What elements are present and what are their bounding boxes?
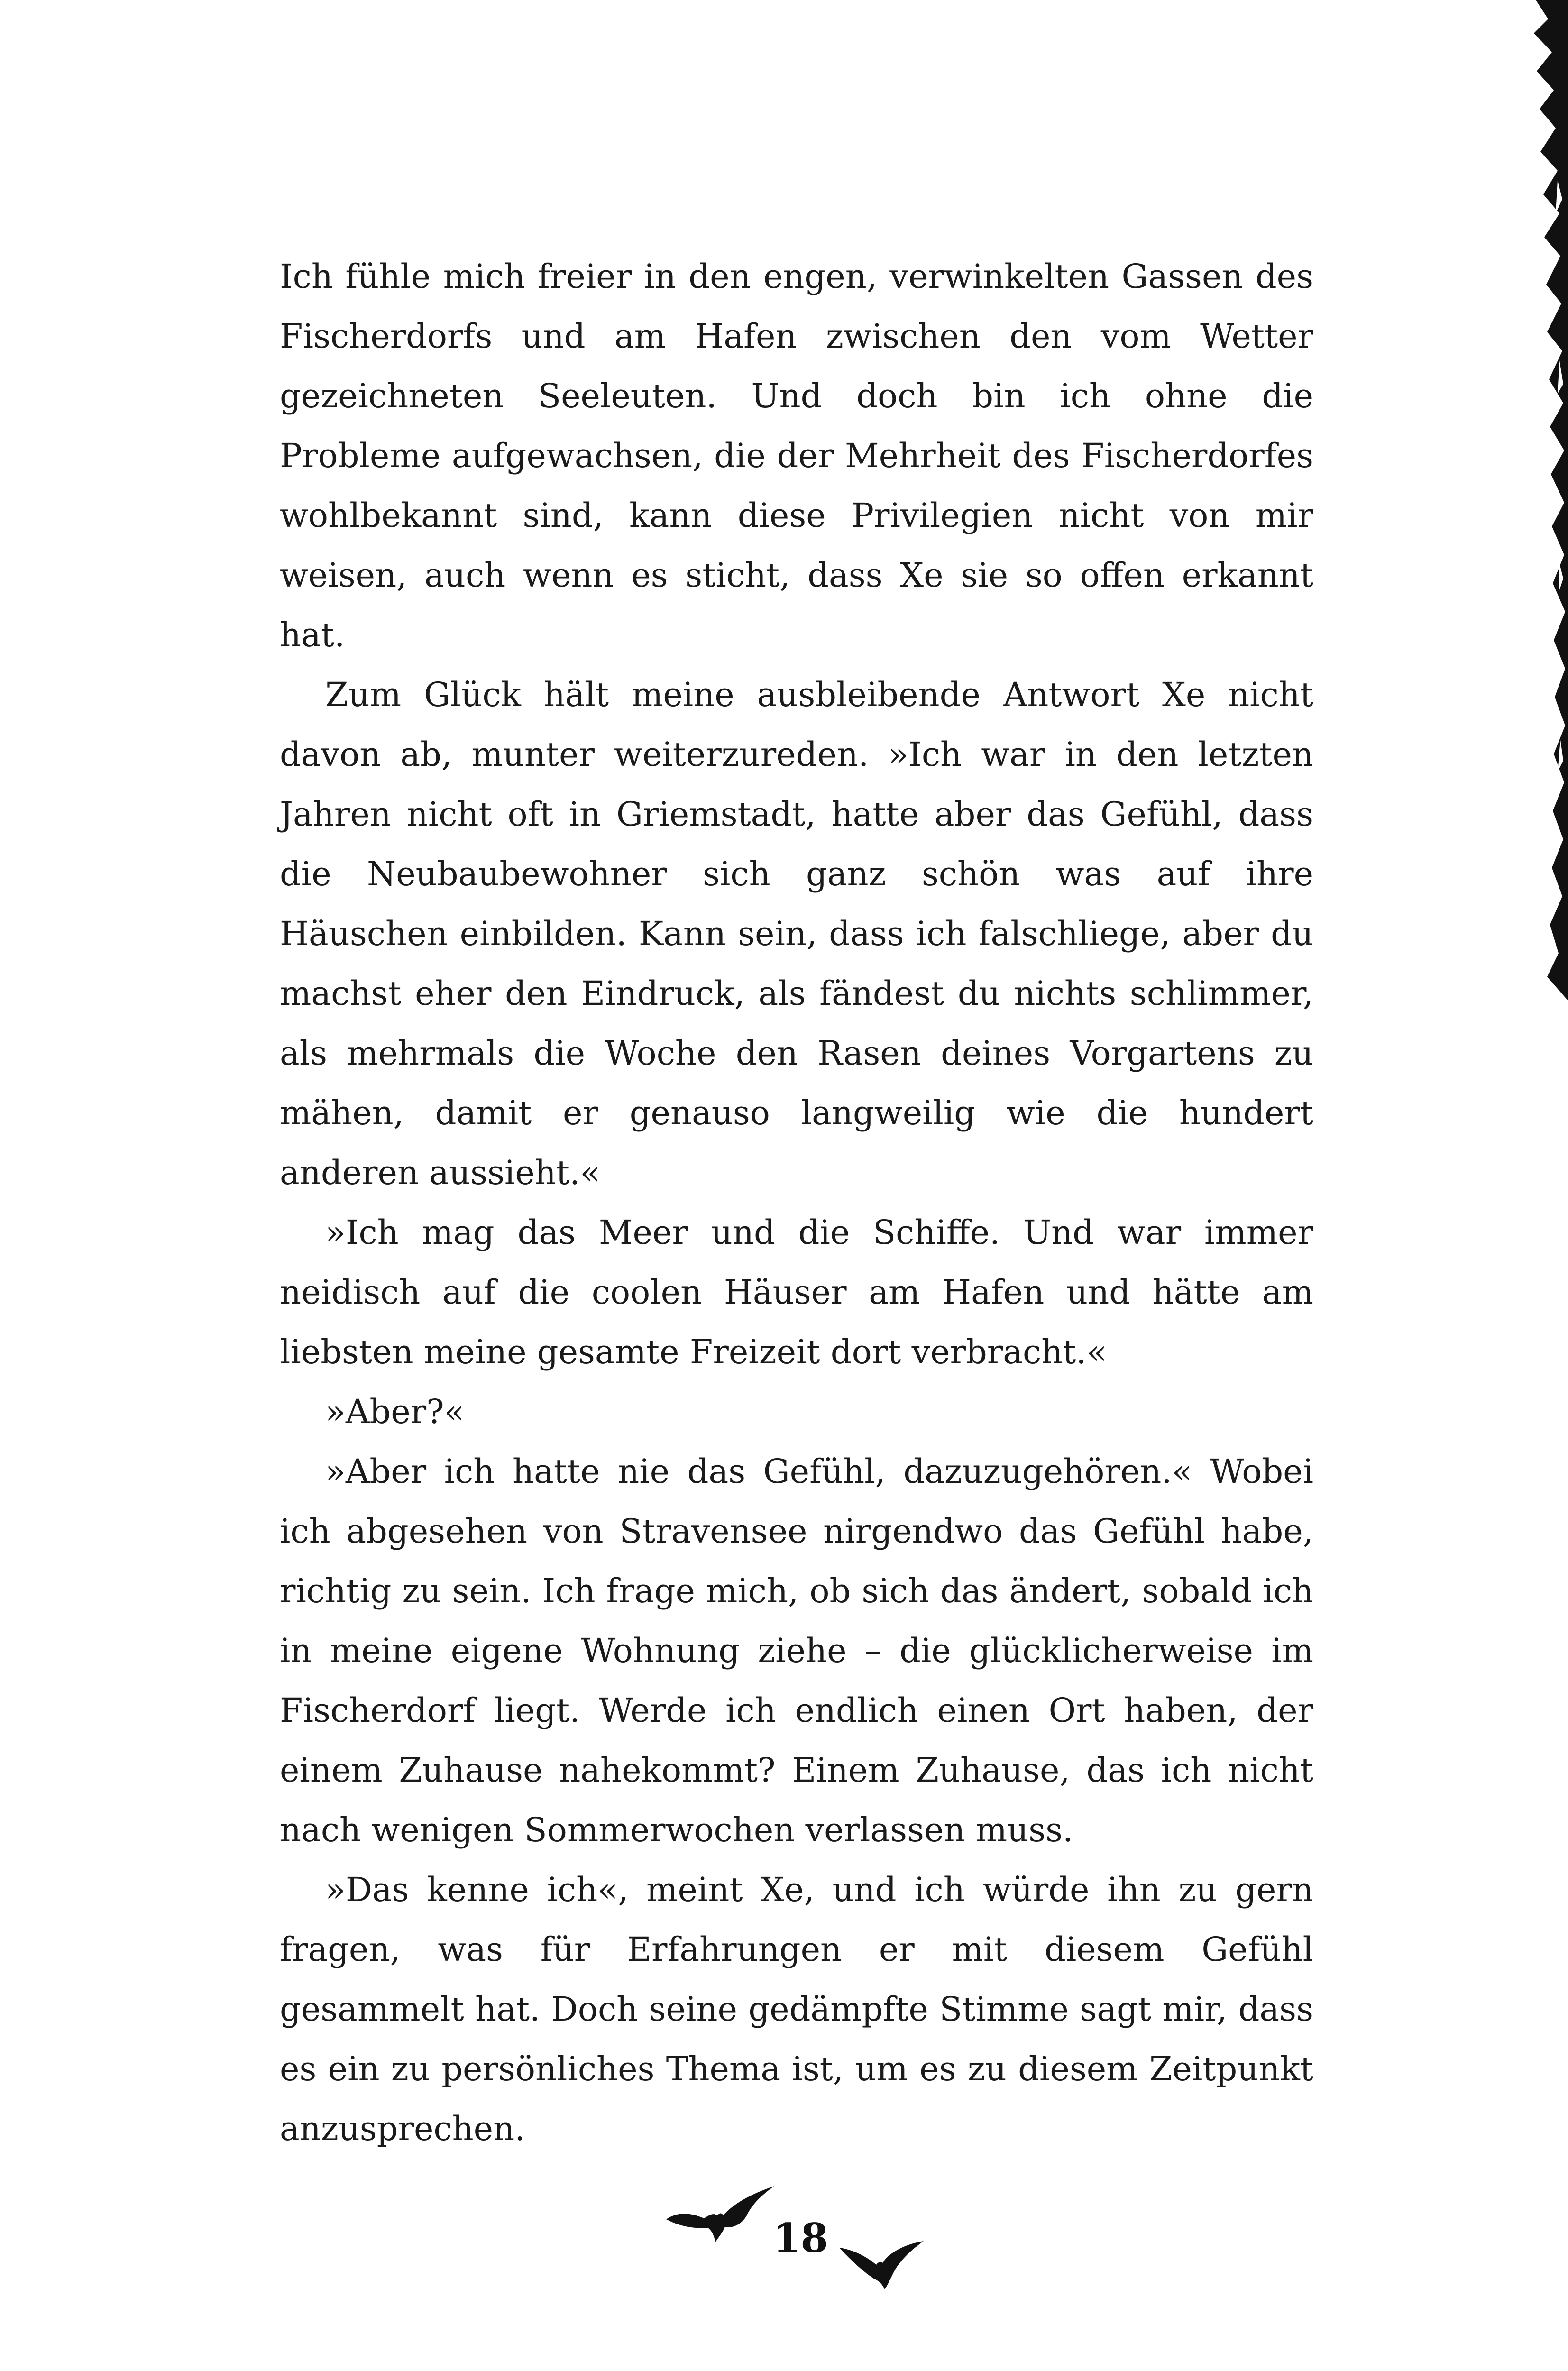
paragraph: Zum Glück hält meine ausbleibende Antwort Xe nicht davon ab, munter weiterzureden. »Ich war in den letzten Jahren nicht oft in Griemstadt, hatte aber das Gefühl, dass die Neubaubewohner sich ganz schön was auf ihre Häuschen einbilden. Kann sein, dass ich falschliege, aber du machst eher den Eindruck, als fändest du nichts schlimmer, als mehrmals die Woche den Rasen deines Vorgartens zu mähen, damit er genauso langweilig wie die hundert anderen aussieht.« [280,675,1313,1192]
paragraph: »Das kenne ich«, meint Xe, und ich würde ihn zu gern fragen, was für Erfahrungen er mit diesem Gefühl gesammelt hat. Doch seine gedämpfte Stimme sagt mir, dass es ein zu persönliches Thema ist, um es zu diesem Zeitpunkt anzusprechen. [280,1870,1313,2148]
paragraph: »Aber?« [325,1392,465,1431]
body-text [280,247,1313,2159]
paragraph: Ich fühle mich freier in den engen, verwinkelten Gassen des Fischerdorfs und am Hafen zwischen den vom Wetter gezeichneten Seeleuten. Und doch bin ich ohne die Probleme aufgewachsen, die der Mehrheit des Fischerdorfes wohlbekannt sind, kann diese Privilegien nicht von mir weisen, auch wenn es sticht, dass Xe sie so offen erkannt hat. [280,257,1313,654]
paragraph: »Aber ich hatte nie das Gefühl, dazuzugehören.« Wobei ich abgesehen von Stravensee nirgendwo das Gefühl habe, richtig zu sein. Ich frage mich, ob sich das ändert, sobald ich in meine eigene Wohnung ziehe – die glücklicherweise im Fischerdorf liegt. Werde ich endlich einen Ort haben, der einem Zuhause nahekommt? Einem Zuhause, das ich nicht nach wenigen Sommerwochen verlassen muss. [280,1452,1313,1849]
bat-icon [666,2181,775,2243]
paragraph: »Ich mag das Meer und die Schiffe. Und war immer neidisch auf die coolen Häuser am Hafen und hätte am liebsten meine gesamte Freizeit dort verbracht.« [280,1213,1313,1371]
page-footer [0,2172,1568,2295]
page-number: 18 [773,2215,828,2261]
forest-edge-illustration [1506,0,1568,1001]
bat-icon [839,2238,925,2290]
